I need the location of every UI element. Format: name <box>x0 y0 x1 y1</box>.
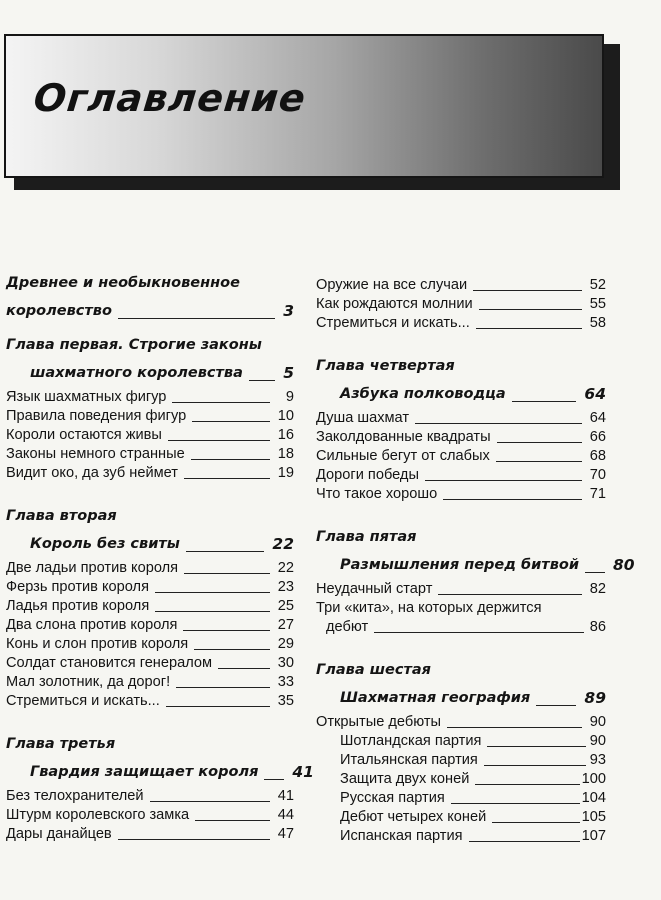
toc-subentry[interactable] <box>316 789 606 808</box>
leader-line <box>192 421 270 422</box>
toc-entry-page: 86 <box>589 619 606 635</box>
toc-entry-title: Неудачный старт <box>316 581 433 597</box>
toc-entry[interactable] <box>316 580 606 599</box>
toc-entry[interactable] <box>6 464 294 483</box>
leader-line <box>155 592 270 593</box>
chapter1-title: шахматного королевства <box>30 365 243 381</box>
toc-entry-page: 9 <box>285 389 294 405</box>
chapter1-title-entry[interactable] <box>6 358 294 388</box>
toc-entry[interactable] <box>316 466 606 485</box>
toc-entry-page: 23 <box>277 579 294 595</box>
leader-line <box>415 423 582 424</box>
leader-line <box>487 746 586 747</box>
leader-line <box>183 630 270 631</box>
toc-entry[interactable] <box>316 428 606 447</box>
toc-entry[interactable] <box>6 407 294 426</box>
toc-entry-title: Как рождаются молнии <box>316 296 473 312</box>
page-title: Оглавление <box>31 76 309 120</box>
toc-entry[interactable] <box>6 559 294 578</box>
leader-line <box>492 822 579 823</box>
toc-entry[interactable] <box>6 426 294 445</box>
toc-entry-title: Дебют четырех коней <box>340 809 487 825</box>
toc-entry-title: Правила поведения фигур <box>6 408 187 424</box>
toc-entry-title: Итальянская партия <box>340 752 478 768</box>
toc-entry[interactable] <box>6 825 294 844</box>
toc-entry-line2 <box>316 618 606 637</box>
toc-entry[interactable] <box>316 409 606 428</box>
toc-entry-title: Без телохранителей <box>6 788 144 804</box>
chapter6-title: Шахматная география <box>340 690 531 706</box>
intro-title-line2: королевство <box>6 303 112 319</box>
toc-entry[interactable] <box>6 616 294 635</box>
toc-entry-title: Язык шахматных фигур <box>6 389 167 405</box>
leader-line <box>166 706 270 707</box>
toc-entry-title: Русская партия <box>340 790 445 806</box>
toc-entry-page: 41 <box>277 788 294 804</box>
chapter2-list <box>6 559 294 711</box>
leader-line <box>118 839 270 840</box>
toc-entry[interactable] <box>6 787 294 806</box>
chapter5-list <box>316 580 606 637</box>
toc-entry-page: 44 <box>277 807 294 823</box>
intro-title-entry[interactable] <box>6 296 294 326</box>
toc-entry[interactable] <box>6 692 294 711</box>
chapter5-page: 80 <box>613 556 635 574</box>
toc-entry-title: Видит око, да зуб неймет <box>6 465 178 481</box>
chapter6-page: 89 <box>584 689 606 707</box>
chapter2-title: Король без свиты <box>30 536 180 552</box>
leader-line <box>475 784 579 785</box>
leader-line <box>484 765 586 766</box>
leader-line <box>249 380 275 381</box>
toc-entry-title: Шотландская партия <box>340 733 482 749</box>
toc-entry-page: 82 <box>589 581 606 597</box>
leader-line <box>184 573 270 574</box>
toc-entry-title: Заколдованные квадраты <box>316 429 491 445</box>
leader-line <box>585 572 605 573</box>
toc-entry-page: 47 <box>277 826 294 842</box>
leader-line <box>195 820 270 821</box>
toc-entry-page: 25 <box>277 598 294 614</box>
chapter4-page: 64 <box>584 385 606 403</box>
toc-subentry[interactable] <box>316 808 606 827</box>
chapter2-label: Глава вторая <box>6 508 117 524</box>
leader-line <box>425 480 582 481</box>
toc-entry-page: 29 <box>277 636 294 652</box>
leader-line <box>512 401 577 402</box>
chapter3-label: Глава третья <box>6 736 116 752</box>
toc-entry[interactable] <box>6 597 294 616</box>
leader-line <box>536 705 576 706</box>
chapter6-label: Глава шестая <box>316 662 431 678</box>
toc-entry-title: Законы немного странные <box>6 446 185 462</box>
chapter6-list <box>316 713 606 846</box>
leader-line <box>184 478 270 479</box>
chapter4-list <box>316 409 606 504</box>
chapter1-list <box>6 388 294 483</box>
toc-entry-page: 35 <box>277 693 294 709</box>
toc-entry[interactable] <box>6 388 294 407</box>
toc-entry-page: 64 <box>589 410 606 426</box>
toc-entry-title: Конь и слон против короля <box>6 636 189 652</box>
toc-entry-page: 66 <box>589 429 606 445</box>
toc-entry-page: 71 <box>589 486 606 502</box>
chapter3-page: 41 <box>292 763 314 781</box>
toc-entry-page: 10 <box>277 408 294 424</box>
toc-subentry[interactable] <box>316 827 606 846</box>
toc-entry[interactable] <box>6 673 294 692</box>
leader-line <box>438 594 582 595</box>
chapter2-title-entry[interactable] <box>6 529 294 559</box>
toc-entry-title: Защита двух коней <box>340 771 470 787</box>
chapter3-title: Гвардия защищает короля <box>30 764 259 780</box>
toc-entry-page: 16 <box>277 427 294 443</box>
toc-entry-title: Солдат становится генералом <box>6 655 213 671</box>
toc-entry-title-line2: дебют <box>326 619 369 635</box>
toc-entry[interactable] <box>6 635 294 654</box>
toc-section-entry[interactable] <box>316 713 606 732</box>
toc-entry-title: Испанская партия <box>340 828 463 844</box>
chapter1-label: Глава первая. Строгие законы <box>6 337 262 353</box>
toc-entry-title: Мал золотник, да дорог! <box>6 674 171 690</box>
toc-entry-title: Оружие на все случаи <box>316 277 468 293</box>
toc-entry-title: Ферзь против короля <box>6 579 149 595</box>
leader-line <box>191 459 270 460</box>
toc-entry-title-line1: Три «кита», на которых держится <box>316 600 542 616</box>
leader-line <box>473 290 582 291</box>
toc-entry-page: 107 <box>581 828 606 844</box>
toc-entry-page: 30 <box>277 655 294 671</box>
leader-line <box>496 461 582 462</box>
leader-line <box>497 442 582 443</box>
toc-entry-page: 18 <box>277 446 294 462</box>
toc-subentry[interactable] <box>316 770 606 789</box>
toc-entry-title: Две ладьи против короля <box>6 560 179 576</box>
toc-entry[interactable] <box>316 295 606 314</box>
toc-entry-title: Стремиться и искать... <box>316 315 470 331</box>
toc-entry-title: Дары данайцев <box>6 826 112 842</box>
leader-line <box>469 841 580 842</box>
chapter4-title-entry[interactable] <box>316 379 606 409</box>
toc-entry-title: Дороги победы <box>316 467 419 483</box>
toc-entry-title: Штурм королевского замка <box>6 807 190 823</box>
toc-entry-title: Душа шахмат <box>316 410 410 426</box>
toc-entry[interactable] <box>6 654 294 673</box>
toc-entry-page: 68 <box>589 448 606 464</box>
chapter6-title-entry[interactable] <box>316 683 606 713</box>
toc-entry-page: 104 <box>581 790 606 806</box>
toc-subentry[interactable] <box>316 751 606 770</box>
toc-entry-title: Два слона против короля <box>6 617 178 633</box>
toc-entry[interactable] <box>316 314 606 333</box>
toc-entry[interactable] <box>6 445 294 464</box>
toc-subentry[interactable] <box>316 732 606 751</box>
intro-title-line1: Древнее и необыкновенное <box>6 275 240 291</box>
toc-entry-page: 90 <box>589 714 606 730</box>
leader-line <box>476 328 582 329</box>
chapter3-title-entry[interactable] <box>6 757 314 787</box>
leader-line <box>447 727 582 728</box>
toc-entry-title: Что такое хорошо <box>316 486 438 502</box>
toc-entry-page: 22 <box>277 560 294 576</box>
leader-line <box>155 611 270 612</box>
toc-entry-title: Короли остаются живы <box>6 427 162 443</box>
chapter5-label: Глава пятая <box>316 529 417 545</box>
toc-entry-page: 58 <box>589 315 606 331</box>
toc-entry-title: Сильные бегут от слабых <box>316 448 490 464</box>
toc-entry-page: 90 <box>589 733 606 749</box>
leader-line <box>150 801 270 802</box>
chapter5-title: Размышления перед битвой <box>340 557 580 573</box>
toc-entry[interactable] <box>6 578 294 597</box>
toc-entry-page: 70 <box>589 467 606 483</box>
toc-entry-page: 100 <box>581 771 606 787</box>
toc-entry-page: 19 <box>277 465 294 481</box>
leader-line <box>186 551 265 552</box>
leader-line <box>176 687 270 688</box>
toc-entry-title: Ладья против короля <box>6 598 150 614</box>
chapter1-page: 5 <box>283 364 294 382</box>
header-banner <box>4 34 604 178</box>
toc-entry-title: Открытые дебюты <box>316 714 441 730</box>
chapter3-list-part2 <box>316 276 606 333</box>
toc-entry[interactable] <box>316 485 606 504</box>
toc-right-column <box>316 276 635 846</box>
leader-line <box>479 309 582 310</box>
leader-line <box>218 668 270 669</box>
leader-line <box>168 440 270 441</box>
toc-left-column <box>6 270 314 844</box>
toc-entry[interactable] <box>316 276 606 295</box>
toc-entry-page: 55 <box>589 296 606 312</box>
toc-entry-wrapped[interactable] <box>316 599 606 637</box>
toc-entry-page: 33 <box>277 674 294 690</box>
toc-entry-page: 52 <box>589 277 606 293</box>
intro-page: 3 <box>283 302 294 320</box>
chapter4-label: Глава четвертая <box>316 358 455 374</box>
toc-entry-title: Стремиться и искать... <box>6 693 160 709</box>
chapter5-title-entry[interactable] <box>316 550 635 580</box>
chapter4-title: Азбука полководца <box>340 386 506 402</box>
leader-line <box>194 649 270 650</box>
toc-entry-page: 105 <box>581 809 606 825</box>
toc-entry[interactable] <box>316 447 606 466</box>
leader-line <box>264 779 284 780</box>
leader-line <box>118 318 275 319</box>
leader-line <box>172 402 270 403</box>
chapter3-list-part1 <box>6 787 294 844</box>
leader-line <box>451 803 580 804</box>
leader-line <box>374 632 584 633</box>
toc-entry-page: 27 <box>277 617 294 633</box>
toc-entry[interactable] <box>6 806 294 825</box>
chapter2-page: 22 <box>272 535 294 553</box>
toc-entry-page: 93 <box>589 752 606 768</box>
leader-line <box>443 499 582 500</box>
